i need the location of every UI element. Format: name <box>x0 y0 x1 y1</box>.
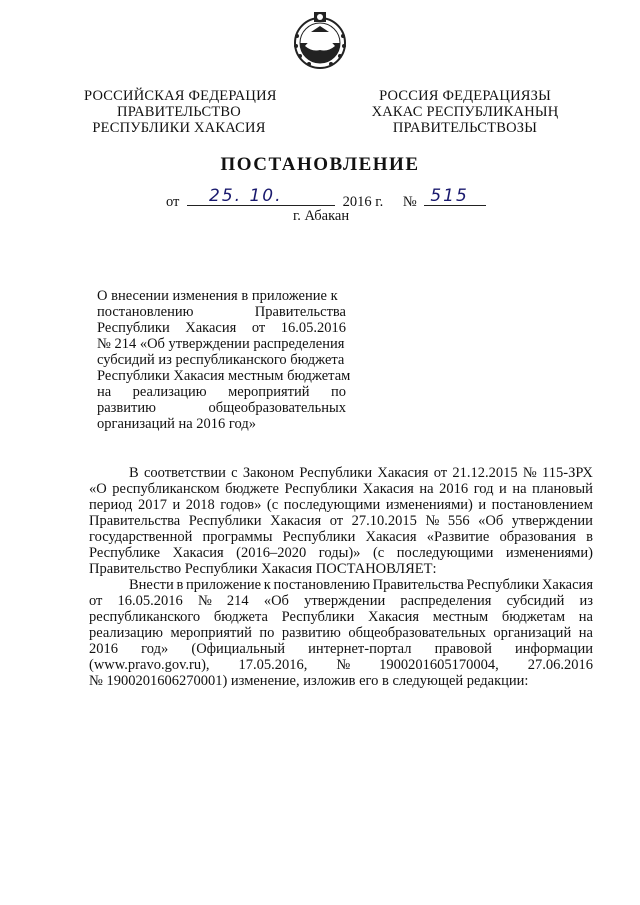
subject-word: Хакасия <box>185 320 237 336</box>
body-line: Правительство Республики Хакасия ПОСТАНОВЛЯЕТ: <box>89 561 437 577</box>
subject-line: субсидий из республиканского бюджета <box>97 352 345 368</box>
header-right-line: ПРАВИТЕЛЬСТВОЗЫ <box>392 120 538 136</box>
date-year: 2016 г. <box>342 194 384 210</box>
subject-block <box>97 288 351 432</box>
body-line: В соответствии с Законом Республики Хакасия от 21.12.2015 № 115-ЗРХ <box>129 465 593 481</box>
subject-word: на <box>97 384 112 400</box>
body-line: Внести в приложение к постановлению Правительства Республики Хакасия <box>129 577 593 593</box>
subject-line <box>97 384 346 400</box>
subject-word: развитию <box>97 400 156 416</box>
handwritten-number: 515 <box>430 186 469 206</box>
subject-word: 16.05.2016 <box>280 320 346 336</box>
body-line: реализацию мероприятий по развитию общеобразовательных организаций на <box>89 625 593 641</box>
subject-word: постановлению <box>97 304 194 320</box>
body-line: период 2017 и 2018 годов» (с последующими изменениями) и постановлением <box>89 497 593 513</box>
body-line: 2016 год» (Официальный интернет-портал правовой информации <box>89 641 593 657</box>
header-right-line: ХАКАС РЕСПУБЛИКАНЫҢ <box>371 104 559 120</box>
subject-line: № 214 «Об утверждении распределения <box>97 336 345 352</box>
header-left-block <box>84 88 277 136</box>
subject-line: организаций на 2016 год» <box>97 416 256 432</box>
header-right-line: РОССИЯ ФЕДЕРАЦИЯЗЫ <box>379 88 551 104</box>
date-field <box>187 186 335 206</box>
subject-line: Республики Хакасия местным бюджетам <box>97 368 351 384</box>
body-line: от 16.05.2016 № 214 «Об утверждении распределения субсидий из <box>89 593 593 609</box>
body-line: (www.pravo.gov.ru), 17.05.2016, № 1900201605170004, 27.06.2016 <box>89 657 593 673</box>
coat-of-arms-icon <box>291 8 349 70</box>
body-line: Республике Хакасия (2016–2020 годы)» (с последующими изменениями) <box>89 545 593 561</box>
header-left-line: РЕСПУБЛИКИ ХАКАСИЯ <box>92 120 266 136</box>
subject-word: от <box>251 320 266 336</box>
date-prefix: от <box>166 194 180 210</box>
body-line: № 1900201606270001) изменение, изложив его в следующей редакции: <box>89 673 529 689</box>
subject-line <box>97 304 346 320</box>
document-title: ПОСТАНОВЛЕНИЕ <box>220 154 420 175</box>
subject-word: мероприятий <box>228 384 310 400</box>
body-line: государственной программы Республики Хакасия «Развитие образования в <box>89 529 593 545</box>
subject-word: Республики <box>97 320 170 336</box>
subject-word: реализацию <box>132 384 207 400</box>
body-line: Правительства Республики Хакасия от 27.10.2015 № 556 «Об утверждении <box>89 513 593 529</box>
subject-word: общеобразовательных <box>208 400 346 416</box>
header-right-block <box>362 88 568 136</box>
handwritten-date: 25. 10. <box>209 186 283 206</box>
subject-word: по <box>330 384 346 400</box>
body-text <box>89 465 593 689</box>
subject-line <box>97 400 346 416</box>
subject-line <box>97 320 346 336</box>
subject-word: Правительства <box>254 304 346 320</box>
body-line: республиканского бюджета Республики Хакасия местным бюджетам на <box>89 609 593 625</box>
number-field <box>424 186 486 206</box>
header-left-line: ПРАВИТЕЛЬСТВО <box>117 104 241 120</box>
number-sign: № <box>402 194 417 210</box>
city: г. Абакан <box>293 208 350 224</box>
header-left-line: РОССИЙСКАЯ ФЕДЕРАЦИЯ <box>84 88 277 104</box>
subject-line: О внесении изменения в приложение к <box>97 288 338 304</box>
body-line: «О республиканском бюджете Республики Хакасия на 2016 год и на плановый <box>89 481 593 497</box>
